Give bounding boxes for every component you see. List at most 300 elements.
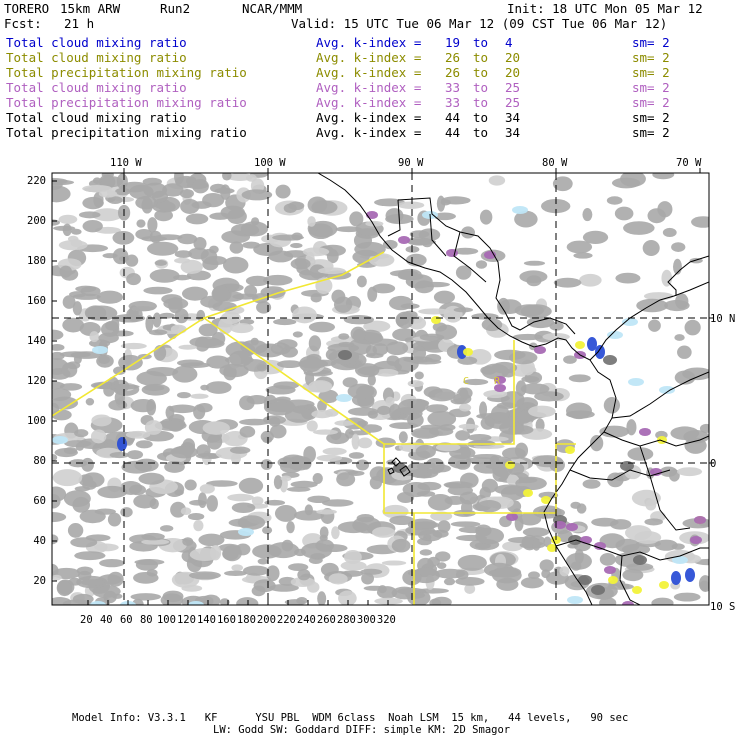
top-lon-label: 70 W bbox=[676, 157, 702, 169]
cloud-cell bbox=[477, 500, 501, 512]
strong-precip-cell bbox=[650, 468, 662, 476]
cloud-cell bbox=[143, 287, 172, 295]
cloud-cell bbox=[336, 472, 355, 486]
heavy-precip-cell bbox=[685, 568, 695, 582]
cloud-cell bbox=[566, 402, 592, 419]
cloud-cell bbox=[252, 586, 266, 597]
cloud-cell bbox=[459, 404, 471, 412]
cloud-cell bbox=[429, 427, 453, 436]
cloud-cell bbox=[246, 395, 267, 404]
legend-kindex-to: 25 bbox=[505, 80, 521, 95]
cloud-cell bbox=[221, 206, 245, 219]
moderate-precip-cell bbox=[431, 316, 441, 324]
cloud-cell bbox=[607, 196, 623, 204]
cloud-cell bbox=[203, 421, 230, 435]
cloud-cell bbox=[239, 419, 270, 426]
cloud-cell bbox=[275, 505, 297, 522]
cloud-cell bbox=[153, 312, 162, 327]
cloud-cell bbox=[515, 304, 544, 316]
cloud-cell bbox=[622, 569, 643, 581]
light-precip-cell bbox=[92, 346, 108, 354]
cloud-cell bbox=[223, 257, 248, 274]
cloud-cell bbox=[174, 489, 184, 495]
cloud-cell bbox=[316, 509, 337, 514]
cloud-cell bbox=[349, 452, 364, 459]
cloud-cell bbox=[256, 301, 271, 313]
cloud-cell bbox=[97, 291, 123, 304]
heavy-precip-cell bbox=[587, 337, 597, 351]
legend-kindex-to: 20 bbox=[505, 50, 521, 65]
cloud-cell bbox=[200, 385, 209, 391]
light-precip-cell bbox=[607, 331, 623, 339]
cloud-cell bbox=[378, 585, 387, 593]
cloud-cell bbox=[188, 248, 209, 260]
bottom-axis-label: 200 bbox=[256, 614, 276, 626]
cloud-cell bbox=[432, 597, 452, 608]
cloud-cell bbox=[675, 293, 688, 309]
cloud-cell bbox=[415, 372, 424, 380]
cloud-cell bbox=[213, 285, 230, 301]
cloud-cell bbox=[231, 564, 243, 571]
cloud-cell bbox=[238, 515, 266, 530]
cloud-cell bbox=[63, 224, 72, 236]
cloud-cell bbox=[178, 345, 197, 350]
cloud-cell bbox=[685, 320, 701, 336]
cloud-cell bbox=[59, 240, 88, 250]
map-plot-area bbox=[36, 168, 722, 611]
cloud-cell bbox=[117, 173, 128, 189]
cloud-cell bbox=[291, 258, 311, 269]
cloud-cell bbox=[417, 482, 441, 491]
cloud-cell bbox=[142, 384, 170, 396]
cloud-cell bbox=[311, 293, 322, 302]
cloud-cell bbox=[416, 445, 436, 458]
cloud-cell bbox=[281, 475, 292, 481]
left-axis-label: 160 bbox=[27, 295, 46, 307]
cloud-cell bbox=[434, 291, 455, 304]
cloud-cell bbox=[671, 242, 685, 252]
moderate-precip-cell bbox=[565, 446, 575, 454]
cloud-cell bbox=[573, 252, 592, 258]
cloud-cell bbox=[317, 455, 343, 462]
cloud-cell bbox=[126, 431, 150, 439]
cloud-cell bbox=[93, 177, 101, 183]
cloud-cell bbox=[246, 174, 257, 181]
cloud-cell bbox=[230, 323, 254, 333]
cloud-cell bbox=[432, 530, 448, 538]
cloud-cell bbox=[258, 558, 269, 564]
cloud-cell bbox=[532, 539, 540, 551]
cloud-cell bbox=[468, 434, 492, 441]
cloud-cell bbox=[204, 600, 213, 605]
cloud-cell bbox=[242, 242, 260, 249]
heavy-precip-cell bbox=[117, 437, 127, 451]
cloud-cell bbox=[191, 201, 211, 209]
forecast-label: Fcst: bbox=[4, 16, 42, 31]
cloud-cell bbox=[644, 518, 663, 525]
light-precip-cell bbox=[628, 378, 644, 386]
cloud-cell bbox=[180, 189, 194, 198]
cloud-cell bbox=[392, 539, 411, 553]
cloud-cell bbox=[223, 545, 242, 561]
cloud-cell bbox=[136, 219, 145, 227]
cloud-cell bbox=[82, 579, 92, 584]
light-precip-cell bbox=[622, 318, 638, 326]
strong-precip-cell bbox=[366, 211, 378, 219]
strong-precip-cell bbox=[446, 249, 458, 257]
cloud-cell bbox=[479, 401, 487, 418]
cloud-cell bbox=[236, 597, 258, 610]
deep-cloud-cell bbox=[603, 355, 617, 365]
cloud-cell bbox=[591, 518, 618, 527]
cloud-cell bbox=[127, 450, 143, 459]
heavy-precip-cell bbox=[671, 571, 681, 585]
map-label-c: C bbox=[463, 376, 470, 387]
cloud-cell bbox=[229, 350, 252, 366]
cloud-cell bbox=[307, 216, 315, 227]
cloud-cell bbox=[636, 299, 668, 313]
cloud-cell bbox=[426, 404, 448, 413]
legend-smoothing: sm= 2 bbox=[632, 35, 670, 50]
cloud-cell bbox=[82, 197, 103, 209]
cloud-cell bbox=[663, 228, 677, 237]
cloud-cell bbox=[411, 521, 440, 528]
legend-smoothing: sm= 2 bbox=[632, 110, 670, 125]
cloud-cell bbox=[75, 352, 91, 357]
cloud-cell bbox=[292, 307, 317, 324]
cloud-cell bbox=[129, 301, 157, 311]
legend-kindex-label: Avg. k-index = bbox=[316, 65, 422, 80]
cloud-cell bbox=[188, 513, 204, 520]
cloud-cell bbox=[389, 516, 414, 525]
cloud-cell bbox=[344, 315, 374, 324]
physics-info-line: LW: Godd SW: Goddard DIFF: simple KM: 2D Smagor bbox=[213, 724, 511, 736]
deep-cloud-cell bbox=[338, 350, 352, 360]
cloud-cell bbox=[569, 374, 591, 382]
cloud-cell bbox=[98, 356, 110, 364]
cloud-cell bbox=[483, 390, 507, 398]
cloud-cell bbox=[160, 525, 173, 531]
cloud-cell bbox=[583, 231, 608, 244]
bottom-axis-label: 120 bbox=[176, 614, 196, 626]
legend-kindex-from: 33 bbox=[445, 95, 461, 110]
cloud-cell bbox=[331, 290, 345, 304]
cloud-cell bbox=[428, 388, 455, 401]
light-precip-cell bbox=[567, 596, 583, 604]
cloud-cell bbox=[459, 424, 479, 429]
legend-field-name: Total precipitation mixing ratio bbox=[6, 95, 247, 110]
cloud-cell bbox=[170, 446, 198, 458]
light-precip-cell bbox=[336, 394, 352, 402]
bottom-axis-label: 180 bbox=[236, 614, 256, 626]
cloud-cell bbox=[320, 535, 328, 542]
cloud-cell bbox=[62, 362, 78, 377]
legend-field-name: Total precipitation mixing ratio bbox=[6, 125, 247, 140]
legend-smoothing: sm= 2 bbox=[632, 125, 670, 140]
cloud-cell bbox=[626, 419, 636, 435]
legend-smoothing: sm= 2 bbox=[632, 65, 670, 80]
cloud-cell bbox=[91, 429, 106, 443]
cloud-cell bbox=[385, 397, 394, 406]
cloud-cell bbox=[489, 455, 499, 468]
legend-kindex-to: 25 bbox=[505, 95, 521, 110]
cloud-cell bbox=[222, 171, 232, 181]
cloud-cell bbox=[193, 520, 203, 531]
moderate-precip-cell bbox=[463, 348, 473, 356]
cloud-cell bbox=[307, 420, 318, 431]
cloud-cell bbox=[209, 246, 219, 254]
cloud-cell bbox=[348, 384, 375, 399]
top-lon-label: 110 W bbox=[110, 157, 142, 169]
cloud-cell bbox=[492, 567, 522, 583]
cloud-cell bbox=[643, 240, 660, 256]
cloud-cell bbox=[232, 294, 258, 300]
cloud-cell bbox=[645, 499, 656, 510]
cloud-cell bbox=[47, 180, 74, 185]
strong-precip-cell bbox=[534, 346, 546, 354]
cloud-cell bbox=[241, 221, 269, 236]
legend-kindex-from: 19 bbox=[445, 35, 461, 50]
cloud-cell bbox=[612, 178, 640, 189]
cloud-cell bbox=[64, 447, 77, 454]
cloud-cell bbox=[232, 503, 256, 513]
cloud-cell bbox=[583, 479, 601, 488]
moderate-precip-cell bbox=[575, 341, 585, 349]
cloud-cell bbox=[147, 242, 178, 256]
cloud-cell bbox=[657, 201, 672, 217]
cloud-cell bbox=[367, 287, 377, 302]
cloud-cell bbox=[273, 319, 296, 326]
strong-precip-cell bbox=[690, 536, 702, 544]
cloud-cell bbox=[89, 331, 99, 342]
cloud-cell bbox=[189, 571, 221, 579]
cloud-cell bbox=[68, 523, 83, 538]
cloud-cell bbox=[266, 385, 296, 394]
left-axis-label: 80 bbox=[33, 455, 46, 467]
cloud-cell bbox=[615, 273, 640, 284]
legend-kindex-from: 44 bbox=[445, 125, 461, 140]
cloud-cell bbox=[59, 215, 78, 224]
cloud-cell bbox=[459, 388, 472, 399]
cloud-cell bbox=[73, 594, 94, 604]
cloud-cell bbox=[227, 494, 254, 501]
cloud-cell bbox=[627, 447, 653, 460]
cloud-cell bbox=[493, 467, 509, 482]
heavy-precip-cell bbox=[595, 345, 605, 359]
cloud-cell bbox=[98, 333, 118, 344]
strong-precip-cell bbox=[594, 542, 606, 550]
cloud-cell bbox=[129, 185, 153, 200]
cloud-cell bbox=[677, 467, 702, 476]
bottom-axis-label: 100 bbox=[156, 614, 176, 626]
cloud-cell bbox=[291, 481, 318, 488]
cloud-cell bbox=[155, 260, 167, 266]
cloud-cell bbox=[240, 426, 256, 438]
cloud-cell bbox=[349, 211, 363, 226]
cloud-cell bbox=[476, 260, 487, 269]
light-precip-cell bbox=[512, 206, 528, 214]
cloud-cell bbox=[174, 258, 190, 264]
strong-precip-cell bbox=[604, 566, 616, 574]
cloud-cell bbox=[147, 217, 157, 232]
moderate-precip-cell bbox=[505, 461, 515, 469]
legend-kindex-to-word: to bbox=[473, 110, 489, 125]
cloud-cell bbox=[181, 507, 192, 515]
cloud-cell bbox=[338, 333, 349, 340]
cloud-cell bbox=[497, 298, 510, 315]
cloud-cell bbox=[196, 403, 212, 412]
cloud-cell bbox=[699, 580, 709, 590]
cloud-cell bbox=[73, 301, 82, 315]
light-precip-cell bbox=[238, 528, 254, 536]
cloud-cell bbox=[515, 477, 547, 490]
legend-kindex-to-word: to bbox=[473, 65, 489, 80]
cloud-cell bbox=[559, 566, 569, 576]
cloud-cell bbox=[398, 269, 422, 280]
cloud-cell bbox=[311, 410, 333, 418]
cloud-cell bbox=[307, 496, 330, 503]
cloud-cell bbox=[146, 367, 178, 376]
legend-kindex-from: 33 bbox=[445, 80, 461, 95]
cloud-cell bbox=[674, 334, 684, 341]
cloud-cell bbox=[276, 185, 291, 199]
cloud-cell bbox=[407, 413, 424, 427]
cloud-cell bbox=[338, 342, 354, 347]
model-resolution: 15km ARW bbox=[60, 1, 121, 16]
legend-kindex-to-word: to bbox=[473, 50, 489, 65]
bottom-axis-label: 160 bbox=[216, 614, 236, 626]
cloud-cell bbox=[435, 325, 457, 340]
cloud-cell bbox=[351, 327, 366, 341]
bottom-axis-label: 140 bbox=[196, 614, 216, 626]
left-axis-label: 120 bbox=[27, 375, 46, 387]
cloud-cell bbox=[102, 172, 114, 178]
cloud-cell bbox=[69, 291, 86, 297]
cloud-cell bbox=[293, 331, 303, 337]
cloud-cell bbox=[291, 233, 302, 241]
cloud-cell bbox=[532, 455, 563, 467]
cloud-cell bbox=[515, 443, 528, 459]
cloud-cell bbox=[372, 527, 395, 538]
cloud-cell bbox=[338, 591, 357, 607]
cloud-cell bbox=[109, 384, 140, 389]
legend-kindex-label: Avg. k-index = bbox=[316, 125, 422, 140]
cloud-cell bbox=[397, 202, 424, 209]
model-name: TORERO bbox=[4, 1, 50, 16]
cloud-cell bbox=[108, 513, 121, 527]
left-axis-label: 20 bbox=[33, 575, 46, 587]
cloud-cell bbox=[651, 598, 673, 609]
cloud-cell bbox=[192, 179, 209, 193]
cloud-cell bbox=[97, 486, 127, 498]
cloud-cell bbox=[269, 417, 281, 427]
cloud-cell bbox=[139, 473, 165, 485]
cloud-cell bbox=[458, 555, 487, 571]
legend-smoothing: sm= 2 bbox=[632, 50, 670, 65]
cloud-cell bbox=[146, 399, 156, 416]
cloud-cell bbox=[182, 537, 193, 546]
cloud-cell bbox=[408, 380, 424, 387]
cloud-cell bbox=[370, 476, 382, 489]
cloud-cell bbox=[579, 274, 602, 287]
cloud-cell bbox=[77, 567, 94, 576]
cloud-cell bbox=[660, 466, 677, 476]
left-axis-label: 220 bbox=[27, 175, 46, 187]
moderate-precip-cell bbox=[608, 576, 618, 584]
cloud-cell bbox=[508, 425, 533, 434]
cloud-cell bbox=[392, 328, 416, 341]
cloud-cell bbox=[355, 363, 379, 377]
cloud-cell bbox=[218, 318, 233, 335]
cloud-cell bbox=[181, 585, 202, 592]
cloud-cell bbox=[42, 185, 70, 202]
model-info-line: Model Info: V3.3.1 KF YSU PBL WDM 6class Noah LSM 15 km, 44 levels, 90 sec bbox=[72, 712, 629, 724]
cloud-cell bbox=[356, 460, 369, 471]
deep-cloud-cell bbox=[633, 555, 647, 565]
cloud-cell bbox=[212, 302, 237, 312]
cloud-cell bbox=[261, 431, 274, 442]
cloud-cell bbox=[454, 307, 473, 312]
cloud-cell bbox=[51, 575, 61, 581]
cloud-cell bbox=[296, 597, 307, 605]
cloud-cell bbox=[64, 490, 91, 507]
cloud-cell bbox=[133, 572, 159, 584]
init-time: Init: 18 UTC Mon 05 Mar 12 bbox=[507, 1, 703, 16]
map-label-r: R bbox=[494, 376, 501, 387]
cloud-cell bbox=[141, 197, 152, 213]
cloud-cell bbox=[105, 321, 118, 331]
cloud-cell bbox=[425, 354, 441, 362]
legend-kindex-to-word: to bbox=[473, 125, 489, 140]
legend-kindex-from: 26 bbox=[445, 65, 461, 80]
cloud-cell bbox=[171, 325, 187, 334]
cloud-cell bbox=[83, 220, 103, 232]
legend-field-name: Total precipitation mixing ratio bbox=[6, 65, 247, 80]
strong-precip-cell bbox=[566, 523, 578, 531]
cloud-cell bbox=[604, 397, 620, 414]
legend-kindex-from: 26 bbox=[445, 50, 461, 65]
bottom-axis-label: 20 bbox=[80, 614, 93, 626]
cloud-cell bbox=[177, 392, 191, 398]
cloud-cell bbox=[323, 448, 347, 455]
cloud-cell bbox=[210, 545, 221, 560]
cloud-cell bbox=[149, 330, 168, 336]
cloud-cell bbox=[131, 593, 162, 600]
strong-precip-cell bbox=[694, 516, 706, 524]
cloud-cell bbox=[445, 483, 462, 489]
cloud-cell bbox=[366, 345, 377, 357]
cloud-cell bbox=[91, 414, 111, 426]
cloud-cell bbox=[150, 269, 180, 283]
forecast-hours: 21 h bbox=[64, 16, 95, 31]
cloud-cell bbox=[290, 243, 302, 248]
cloud-cell bbox=[554, 278, 582, 288]
cloud-cell bbox=[480, 210, 492, 225]
legend-kindex-to: 34 bbox=[505, 125, 521, 140]
cloud-cell bbox=[129, 485, 146, 496]
bottom-axis-label: 240 bbox=[296, 614, 316, 626]
moderate-precip-cell bbox=[523, 489, 533, 497]
cloud-cell bbox=[440, 199, 450, 205]
cloud-cell bbox=[541, 569, 550, 578]
cloud-cell bbox=[62, 318, 84, 333]
strong-precip-cell bbox=[639, 428, 651, 436]
run-label: Run2 bbox=[160, 1, 191, 16]
cloud-cell bbox=[317, 591, 326, 606]
cloud-cell bbox=[70, 537, 97, 547]
bottom-axis-label: 320 bbox=[376, 614, 396, 626]
cloud-cell bbox=[275, 397, 291, 402]
